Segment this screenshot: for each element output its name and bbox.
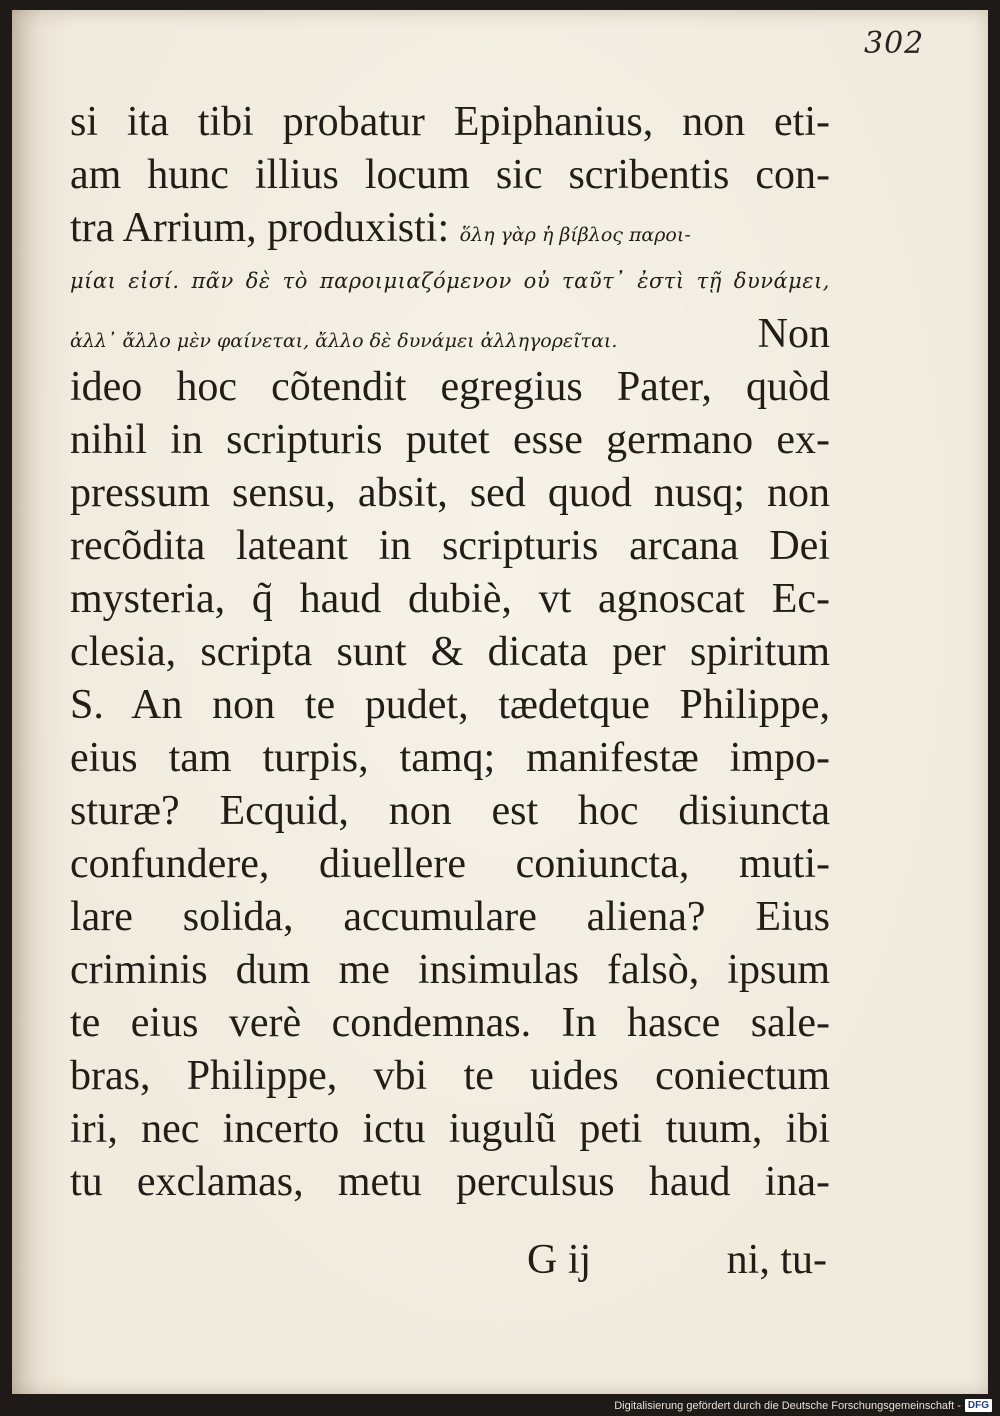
greek-line-2: ἀλλ᾽ ἄλλο μὲν φαίνεται, ἄλλο δὲ δυνάμει ἀλληγορεῖται. — [70, 330, 618, 352]
text-line-9: recõdita lateant in scripturis arcana Dei — [70, 523, 830, 569]
signature-mark: G ij — [527, 1237, 592, 1283]
text-line-8: pressum sensu, absit, sed quod nusq; non — [70, 470, 830, 516]
text-line-1: si ita tibi probatur Epiphanius, non eti- — [70, 99, 830, 145]
text-line-6: ideo hoc cõtendit egregius Pater, quòd — [70, 364, 830, 410]
text-line-3-greek: ὅλη γὰρ ἡ βίβλος παροι- — [459, 224, 691, 246]
text-line-7: nihil in scripturis putet esse germano ex- — [70, 417, 830, 463]
digitization-credit — [614, 1399, 992, 1412]
text-line-10: mysteria, q̃ haud dubiè, vt agnoscat Ec- — [70, 576, 830, 622]
text-line-14: sturæ? Ecquid, non est hoc disiuncta — [70, 788, 830, 834]
folio-number: 302 — [864, 26, 925, 61]
dfg-logo-icon: DFG — [965, 1399, 992, 1412]
text-line-16: lare solida, accumulare aliena? Eius — [70, 894, 830, 940]
text-line-21: tu exclamas, metu perculsus haud ina- — [70, 1159, 830, 1205]
greek-line-1: μίαι εἰσί. πᾶν δὲ τὸ παροιμιαζόμενον οὐ ταῦτ᾽ ἐστὶ τῇ δυνάμει, — [70, 269, 830, 293]
text-line-11: clesia, scripta sunt & dicata per spiritum — [70, 629, 830, 675]
text-line-5-latin: Non — [757, 311, 830, 357]
catchword: ni, tu- — [726, 1237, 827, 1283]
text-line-5 — [70, 308, 830, 361]
text-line-3 — [70, 202, 830, 255]
text-line-15: confundere, diuellere coniuncta, muti- — [70, 841, 830, 887]
text-line-12: S. An non te pudet, tædetque Philippe, — [70, 682, 830, 728]
text-line-17: criminis dum me insimulas falsò, ipsum — [70, 947, 830, 993]
text-line-2: am hunc illius locum sic scribentis con- — [70, 152, 830, 198]
book-page — [12, 10, 988, 1394]
text-line-18: te eius verè condemnas. In hasce sale- — [70, 1000, 830, 1046]
credit-text: Digitalisierung gefördert durch die Deutsche Forschungsgemeinschaft - — [614, 1399, 961, 1412]
text-line-20: iri, nec incerto ictu iugulũ peti tuum, ibi — [70, 1106, 830, 1152]
body-text — [70, 96, 830, 1209]
text-line-3-latin: tra Arrium, produxisti: — [70, 205, 450, 251]
text-line-19: bras, Philippe, vbi te uides coniectum — [70, 1053, 830, 1099]
page-foot — [527, 1236, 827, 1286]
text-line-13: eius tam turpis, tamq; manifestæ impo- — [70, 735, 830, 781]
